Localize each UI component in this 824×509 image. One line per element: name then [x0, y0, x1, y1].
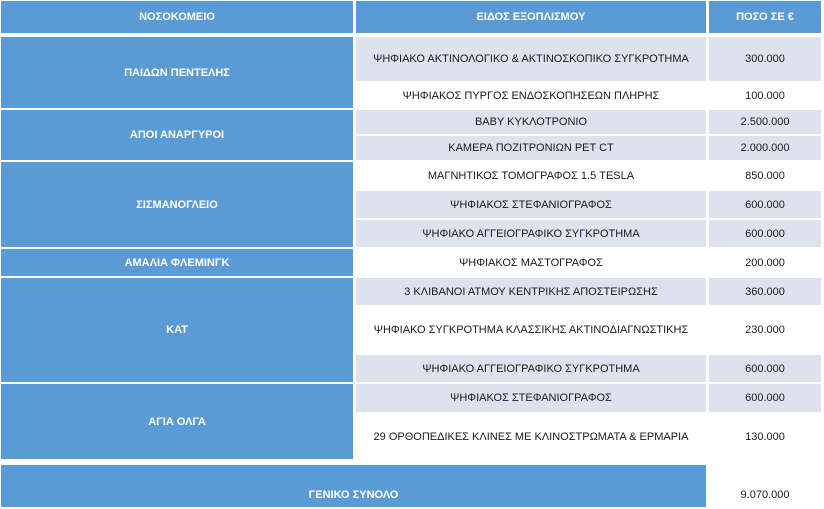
header-equipment: ΕΙΔΟΣ ΕΞΟΠΛΙΣΜΟΥ	[356, 1, 706, 33]
amount-cell: 200.000	[709, 249, 821, 276]
equipment-table	[1, 1, 821, 507]
equipment-cell: ΨΗΦΙΑΚΟΣ ΜΑΣΤΟΓΡΑΦΟΣ	[356, 249, 706, 276]
equipment-cell: ΨΗΦΙΑΚΟ ΣΥΓΚΡΟΤΗΜΑ ΚΛΑΣΣΙΚΗΣ ΑΚΤΙΝΟΔΙΑΓΝΩΣΤΙΚΗΣ	[356, 307, 706, 353]
equipment-cell: ΨΗΦΙΑΚΟΣ ΣΤΕΦΑΝΙΟΓΡΑΦΟΣ	[356, 191, 706, 218]
equipment-cell: ΨΗΦΙΑΚΟΣ ΠΥΡΓΟΣ ΕΝΔΟΣΚΟΠΗΣΕΩΝ ΠΛΗΡΗΣ	[356, 83, 706, 108]
total-amount: 9.070.000	[709, 465, 821, 507]
amount-cell: 600.000	[709, 191, 821, 218]
amount-cell: 300.000	[709, 37, 821, 81]
header-amount: ΠΟΣΟ ΣΕ €	[709, 1, 821, 33]
equipment-cell: ΜΑΓΝΗΤΙΚΟΣ ΤΟΜΟΓΡΑΦΟΣ 1.5 TESLA	[356, 162, 706, 189]
amount-cell: 230.000	[709, 307, 821, 353]
amount-cell: 600.000	[709, 220, 821, 247]
hospital-cell: ΣΙΣΜΑΝΟΓΛΕΙΟ	[1, 162, 353, 247]
amount-cell: 2.000.000	[709, 136, 821, 160]
hospital-cell: ΑΠΟΙ ΑΝΑΡΓΥΡΟΙ	[1, 110, 353, 160]
total-label: ΓΕΝΙΚΟ ΣΥΝΟΛΟ	[1, 465, 706, 507]
amount-cell: 360.000	[709, 278, 821, 305]
equipment-cell: ΚΑΜΕΡΑ ΠΟΖΙΤΡΟΝΙΩΝ PET CT	[356, 136, 706, 160]
equipment-cell: 3 ΚΛΙΒΑΝΟΙ ΑΤΜΟΥ ΚΕΝΤΡΙΚΗΣ ΑΠΟΣΤΕΙΡΩΣΗΣ	[356, 278, 706, 305]
equipment-cell: BABY ΚΥΚΛΟΤΡΟΝΙΟ	[356, 110, 706, 134]
equipment-cell: ΨΗΦΙΑΚΟ ΑΓΓΕΙΟΓΡΑΦΙΚΟ ΣΥΓΚΡΟΤΗΜΑ	[356, 355, 706, 382]
amount-cell: 2.500.000	[709, 110, 821, 134]
equipment-cell: ΨΗΦΙΑΚΟ ΑΓΓΕΙΟΓΡΑΦΙΚΟ ΣΥΓΚΡΟΤΗΜΑ	[356, 220, 706, 247]
amount-cell: 600.000	[709, 384, 821, 412]
equipment-cell: 29 ΟΡΘΟΠΕΔΙΚΕΣ ΚΛΙΝΕΣ ΜΕ ΚΛΙΝΟΣΤΡΩΜΑΤΑ & ΕΡΜΑΡΙΑ	[356, 414, 706, 459]
amount-cell: 850.000	[709, 162, 821, 189]
amount-cell: 600.000	[709, 355, 821, 382]
equipment-cell: ΨΗΦΙΑΚΟΣ ΣΤΕΦΑΝΙΟΓΡΑΦΟΣ	[356, 384, 706, 412]
hospital-cell: ΑΓΙΑ ΟΛΓΑ	[1, 384, 353, 459]
hospital-cell: ΚΑΤ	[1, 278, 353, 382]
equipment-cell: ΨΗΦΙΑΚΟ ΑΚΤΙΝΟΛΟΓΙΚΟ & ΑΚΤΙΝΟΣΚΟΠΙΚΟ ΣΥΓΚΡΟΤΗΜΑ	[356, 37, 706, 81]
hospital-cell: ΠΑΙΔΩΝ ΠΕΝΤΕΛΗΣ	[1, 37, 353, 108]
hospital-cell: ΑΜΑΛΙΑ ΦΛΕΜΙΝΓΚ	[1, 249, 353, 276]
amount-cell: 100.000	[709, 83, 821, 108]
header-hospital: ΝΟΣΟΚΟΜΕΙΟ	[1, 1, 353, 33]
amount-cell: 130.000	[709, 414, 821, 459]
